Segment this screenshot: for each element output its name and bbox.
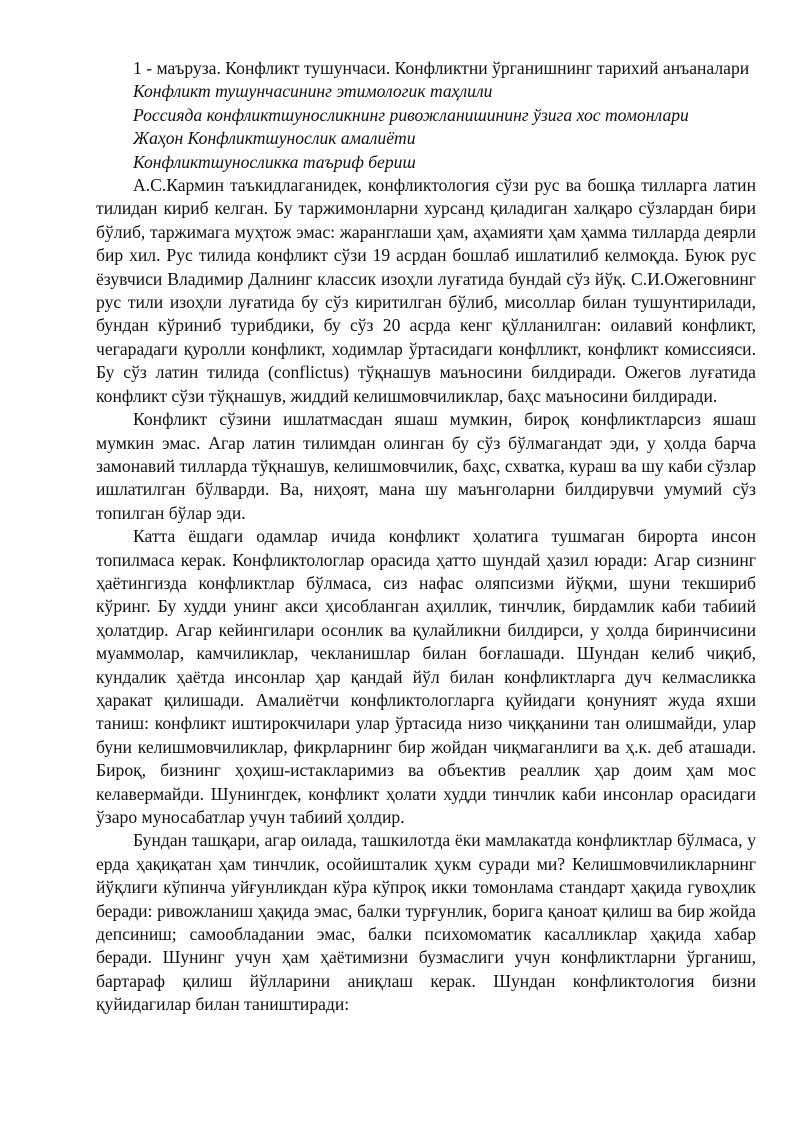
body-paragraph: А.С.Кармин таъкидлаганидек, конфликтология сўзи рус ва бошқа тилларга латин тилидан кириб келган. Бу таржимонларни хурсанд қиладиган халқаро сўзлардан бири бўлиб, таржимага муҳтож эмас: жаранглаши ҳам, аҳамияти ҳам ҳамма тилларда деярли бир хил. Рус тилида конфликт сўзи 19 асрдан бошлаб ишлатилиб келмоқда. Буюк рус ёзувчиси Владимир Далнинг классик изоҳли луғатида бундай сўз йўқ. С.И.Ожеговнинг рус тили изоҳли луғатида бу сўз киритилган бўлиб, мисоллар билан тушунтирилади, бундан кўриниб турибдики, бу сўз 20 асрда кенг қўлланилган: оилавий конфликт, чегарадаги қуролли конфликт, ходимлар ўртасидаги конфлликт, конфликт комиссияси. Бу сўз латин тилида (conflictus) тўқнашув маъносини билдиради. Ожегов луғатида конфликт сўзи тўқнашув, жиддий келишмовчиликлар, баҳс маъносини билдиради. xyxy=(96,175,756,406)
body-paragraph: Катта ёшдаги одамлар ичида конфликт ҳолатига тушмаган бирорта инсон топилмаса керак. Конфликтологлар орасида ҳатто шундай ҳазил юради: Агар сизнинг ҳаётингизда конфликтлар бўлмаса, сиз нафас оляпсизми йўқми, шуни текшириб кўринг. Бу худди унинг акси ҳисобланган аҳиллик, тинчлик, бирдамлик каби табиий ҳолатдир. Агар кейингилари осонлик ва қулайликни билдирси, у ҳолда биринчисини муаммолар, камчиликлар, чекланишлар билан боғлашади. Шундан келиб чиқиб, кундалик ҳаётда инсонлар ҳар қандай йўл билан конфликтларга дуч келмасликка ҳаракат қилишади. Амалиётчи конфликтологларга қуйидаги қонуният жуда яхши таниш: конфликт иштирокчилари улар ўртасида низо чиққанини тан олишмайди, улар буни келишмовчиликлар, фикрларнинг бир жойдан чиқмаганлиги ва ҳ.к. деб аташади. Бироқ, бизнинг ҳоҳиш-истакларимиз ва объектив реаллик ҳар доим ҳам мос келавермайди. Шунингдек, конфликт ҳолати худди тинчлик каби инсонлар орасидаги ўзаро муносабатлар учун табиий ҳолдир. xyxy=(96,526,756,827)
subtopic-etymology: Конфликт тушунчасининг этимологик таҳлили xyxy=(133,81,493,102)
document-page xyxy=(96,57,756,1017)
body-paragraph: Конфликт сўзини ишлатмасдан яшаш мумкин, бироқ конфликтларсиз яшаш мумкин эмас. Агар латин тилимдан олинган бу сўз бўлмагандат эди, у ҳолда барча замонавий тилларда тўқнашув, келишмовчилик, баҳс, схватка, кураш ва шу каби сўзлар ишлатилган бўлварди. Ва, ниҳоят, мана шу маънголарни билдирувчи умумий сўз топилган бўлар эди. xyxy=(96,409,756,523)
subtopic-world-practice: Жаҳон Конфликтшунослик амалиёти xyxy=(133,128,416,149)
subtopic-russia: Россияда конфликтшуносликнинг ривожланишининг ўзига хос томонлари xyxy=(133,104,689,125)
subtopic-definition: Конфликтшуносликка таъриф бериш xyxy=(133,151,416,172)
lecture-title: 1 - маъруза. Конфликт тушунчаси. Конфликтни ўрганишнинг тарихий анъаналари xyxy=(133,58,750,78)
body-paragraph: Бундан ташқари, агар оилада, ташкилотда ёки мамлакатда конфликтлар бўлмаса, у ерда ҳақиқатан ҳам тинчлик, осойишталик ҳукм суради ми? Келишмовчиликларнинг йўқлиги кўпинча уйғунликдан кўра кўпроқ икки томонлама стандарт ҳақида гувоҳлик беради: ривожланиш ҳақида эмас, балки турғунлик, борига қаноат қилиш ва бир жойда депсиниш; самообладании эмас, балки психомоматик касалликлар ҳақида хабар беради. Шунинг учун ҳам ҳаётимизни бузмаслиги учун конфликтларни ўрганиш, бартараф қилиш йўлларини аниқлаш керак. Шундан конфликтология бизни қуйидагилар билан таништиради: xyxy=(96,830,756,1015)
